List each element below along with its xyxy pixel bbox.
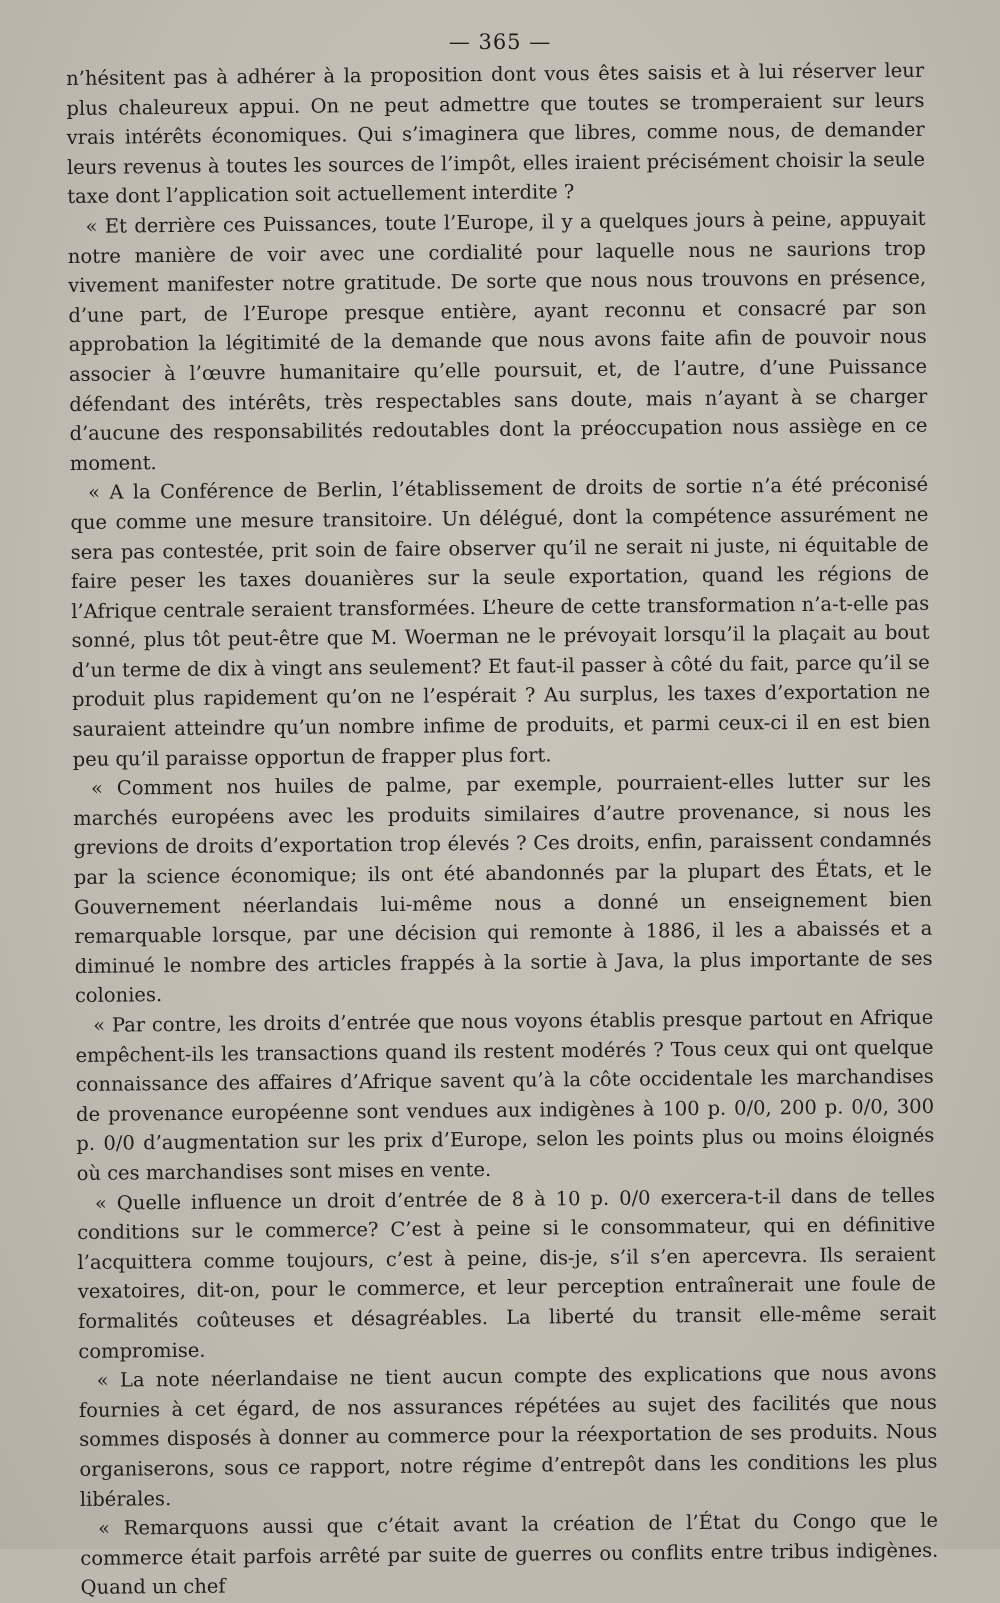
paragraph-4: « Comment nos huiles de palme, par exemple, pourraient-elles lutter sur les marchés européens avec les produits similaires d’autre provenance, si nous les grevions de droits d’exportation trop élevés ? Ces droits, enfin, paraissent condamnés par la science économique; ils ont été abandonnés par la plupart des États, et le Gouvernement néerlandais lui-même nous a donné un enseignement bien remarquable lorsque, par une décision qui remonte à 1886, il les a abaissés et a diminué le nombre des articles frappés à la sortie à Java, la plus importante de ses colonies. [73,768,933,1008]
paragraph-8: « Remarquons aussi que c’était avant la création de l’État du Congo que le commerce était parfois arrêté par suite de guerres ou conflits entre tribus indigènes. Quand un chef [80,1508,939,1600]
body-text [66,56,939,1603]
paragraph-6: « Quelle influence un droit d’entrée de 8 à 10 p. 0/0 exercera-t-il dans de telles conditions sur le commerce? C’est à peine si le consommateur, qui en définitive l’acquittera comme toujours, c’est à peine, dis-je, s’il s’en apercevra. Ils seraient vexatoires, dit-on, pour le commerce, et leur perception entraînerait une foule de formalités coûteuses et désagréables. La liberté du transit elle-même serait compromise. [77,1183,937,1363]
paragraph-5: « Par contre, les droits d’entrée que nous voyons établis presque partout en Afrique empêchent-ils les transactions quand ils restent modérés ? Tous ceux qui ont quelque connaissance des affaires d’Afrique savent qu’à la côte occidentale les marchandises de provenance européenne sont vendues aux indigènes à 100 p. 0/0, 200 p. 0/0, 300 p. 0/0 d’augmentation sur les prix d’Europe, selon les points plus ou moins éloignés où ces marchandises sont mises en vente. [75,1005,935,1185]
paragraph-1: n’hésitent pas à adhérer à la proposition dont vous êtes saisis et à lui réserver leur plus chaleureux appui. On ne peut admettre que toutes se tromperaient sur leurs vrais intérêts économiques. Qui s’imaginera que libres, comme nous, de demander leurs revenus à toutes les sources de l’impôt, elles iraient précisément choisir la seule taxe dont l’application soit actuellement interdite ? [66,58,926,209]
paragraph-3: « A la Conférence de Berlin, l’établissement de droits de sortie n’a été préconisé que comme une mesure transitoire. Un délégué, dont la compétence assurément ne sera pas contestée, prit soin de faire observer qu’il ne serait ni juste, ni équitable de faire peser les taxes douanières sur la seule exportation, quand les régions de l’Afrique centrale seraient transformées. L’heure de cette transformation n’a-t-elle pas sonné, plus tôt peut-être que M. Woerman ne le prévoyait lorsqu’il la plaçait au bout d’un terme de dix à vingt ans seulement? Et faut-il passer à côté du fait, parce qu’il se produit plus rapidement qu’on ne l’espérait ? Au surplus, les taxes d’exportation ne sauraient atteindre qu’un nombre infime de produits, et parmi ceux-ci il en est bien peu qu’il paraisse opportun de frapper plus fort. [70,473,931,771]
page-number: — 365 — [448,30,552,54]
paragraph-7: « La note néerlandaise ne tient aucun compte des explications que nous avons fournies à cet égard, de nos assurances répétées au sujet des facilités que nous sommes disposés à donner au commerce pour la réexportation de ses produits. Nous organiserons, sous ce rapport, notre régime d’entrepôt dans les conditions les plus libérales. [78,1360,938,1511]
paragraph-2: « Et derrière ces Puissances, toute l’Europe, il y a quelques jours à peine, appuyait notre manière de voir avec une cordialité pour laquelle nous ne saurions trop vivement manifester notre gratitude. De sorte que nous nous trouvons en présence, d’une part, de l’Europe presque entière, ayant reconnu et consacré par son approbation la légitimité de la demande que nous avons faite afin de pouvoir nous associer à l’œuvre humanitaire qu’elle poursuit, et, de l’autre, d’une Puissance défendant des intérêts, très respectables sans doute, mais n’ayant à se charger d’aucune des responsabilités redoutables dont la préoccupation nous assiège en ce moment. [67,206,928,475]
